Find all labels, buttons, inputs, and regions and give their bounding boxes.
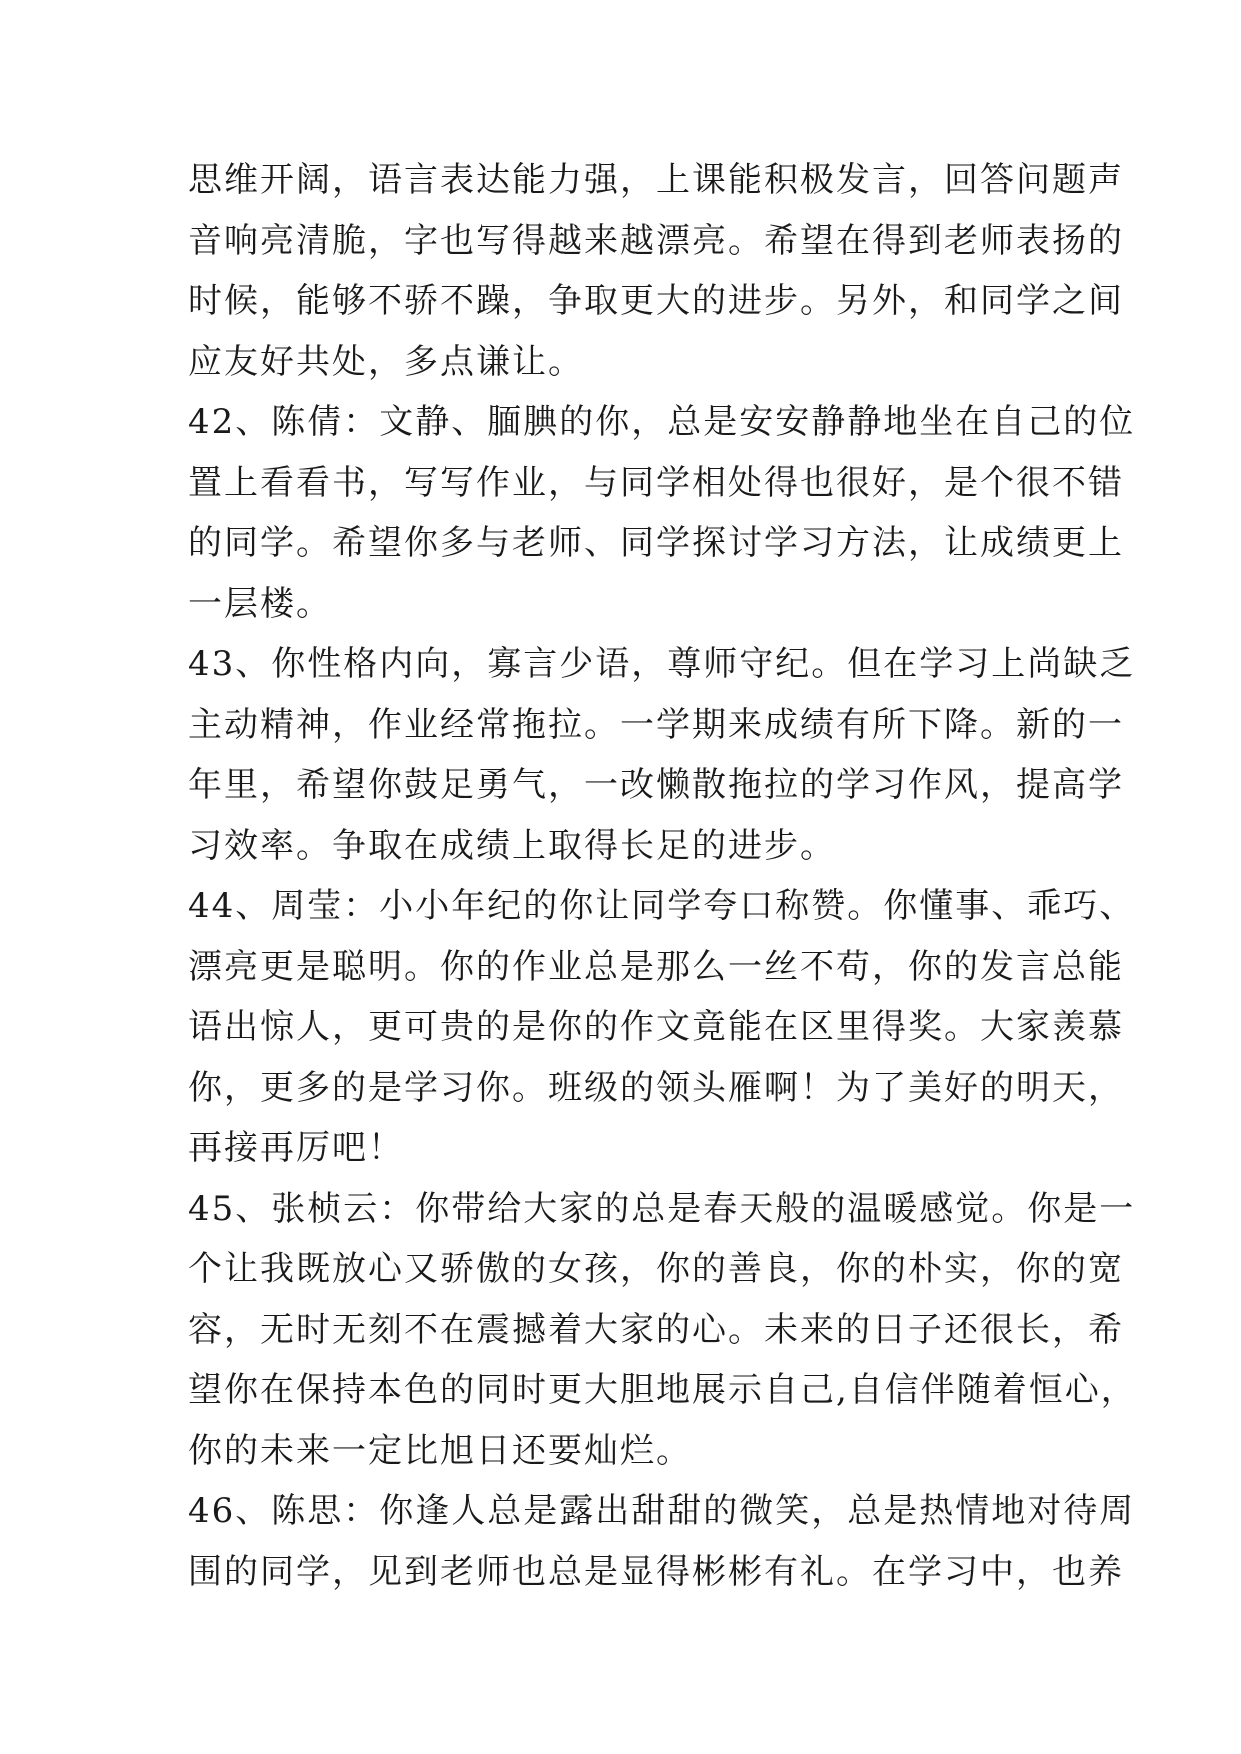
- text-line: 思维开阔，语言表达能力强，上课能积极发言，回答问题声: [188, 160, 1124, 200]
- text-line: 你，更多的是学习你。班级的领头雁啊！为了美好的明天，: [188, 1067, 1124, 1108]
- text-line: 再接再厉吧！: [188, 1128, 404, 1168]
- text-line: 置上看看书，写写作业，与同学相处得也很好，是个很不错: [188, 462, 1124, 503]
- text-line: 围的同学，见到老师也总是显得彬彬有礼。在学习中，也养: [188, 1551, 1124, 1592]
- text-line: 你的未来一定比旭日还要灿烂。: [188, 1430, 692, 1471]
- document-body: [188, 150, 1137, 1602]
- text-line: 容，无时无刻不在震撼着大家的心。未来的日子还很长，希: [188, 1309, 1124, 1350]
- text-line: 习效率。争取在成绩上取得长足的进步。: [188, 825, 836, 866]
- text-line: 望你在保持本色的同时更大胆地展示自己,自信伴随着恒心，: [188, 1370, 1137, 1410]
- text-line: 应友好共处，多点谦让。: [188, 341, 584, 382]
- text-line: 44、周莹：小小年纪的你让同学夸口称赞。你懂事、乖巧、: [188, 886, 1136, 926]
- text-line: 漂亮更是聪明。你的作业总是那么一丝不苟，你的发言总能: [188, 946, 1124, 987]
- text-line: 45、张桢云：你带给大家的总是春天般的温暖感觉。你是一: [188, 1188, 1136, 1229]
- text-line: 42、陈倩：文静、腼腆的你，总是安安静静地坐在自己的位: [188, 402, 1136, 442]
- text-line: 的同学。希望你多与老师、同学探讨学习方法，让成绩更上: [188, 523, 1124, 563]
- text-line: 46、陈思：你逢人总是露出甜甜的微笑，总是热情地对待周: [188, 1491, 1136, 1531]
- text-line: 个让我既放心又骄傲的女孩，你的善良，你的朴实，你的宽: [188, 1249, 1124, 1289]
- text-line: 主动精神，作业经常拖拉。一学期来成绩有所下降。新的一: [188, 704, 1124, 745]
- text-line: 语出惊人，更可贵的是你的作文竟能在区里得奖。大家羡慕: [188, 1007, 1124, 1047]
- text-line: 43、你性格内向，寡言少语，尊师守纪。但在学习上尚缺乏: [188, 644, 1136, 684]
- text-line: 音响亮清脆，字也写得越来越漂亮。希望在得到老师表扬的: [188, 220, 1124, 261]
- text-line: 一层楼。: [188, 583, 332, 624]
- text-line: 时候，能够不骄不躁，争取更大的进步。另外，和同学之间: [188, 281, 1124, 321]
- text-line: 年里，希望你鼓足勇气，一改懒散拖拉的学习作风，提高学: [188, 765, 1124, 805]
